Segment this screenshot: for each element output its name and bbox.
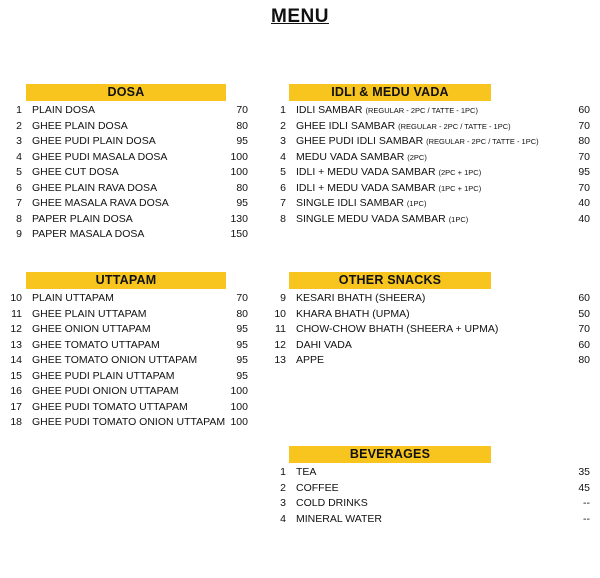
item-number: 7	[280, 197, 286, 209]
item-name-cell	[296, 150, 578, 166]
item-name: PLAIN DOSA	[32, 104, 96, 116]
item-note: (1PC)	[406, 199, 427, 208]
menu-item	[272, 150, 590, 166]
item-name-cell	[296, 119, 578, 135]
item-price: 70	[578, 323, 590, 335]
item-name-cell	[32, 227, 230, 243]
menu-item	[8, 150, 248, 166]
menu-item	[4, 400, 248, 416]
menu-item	[272, 119, 590, 135]
item-note: (REGULAR - 2PC / TATTE - 1PC)	[426, 137, 539, 146]
item-price: 100	[230, 166, 248, 178]
item-number: 3	[16, 135, 22, 147]
item-note: (1PC)	[448, 214, 469, 224]
item-price: 95	[236, 323, 248, 335]
item-number: 7	[16, 197, 22, 209]
item-name-cell	[296, 481, 578, 497]
item-price: 60	[578, 292, 590, 304]
item-number: 11	[275, 323, 286, 335]
item-number: 2	[280, 481, 286, 494]
dosa-list	[8, 103, 248, 243]
menu-item	[4, 307, 248, 323]
item-price: 100	[230, 400, 248, 413]
item-number: 3	[280, 135, 286, 147]
menu-item	[268, 322, 590, 338]
item-name-cell	[32, 212, 230, 228]
item-name: GHEE PLAIN DOSA	[32, 119, 128, 132]
item-name: GHEE PLAIN RAVA DOSA	[32, 181, 158, 194]
menu-item	[4, 369, 248, 385]
snacks-header: OTHER SNACKS	[289, 272, 491, 289]
item-number: 13	[274, 354, 286, 366]
item-name: GHEE PUDI TOMATO ONION UTTAPAM	[32, 416, 226, 428]
item-price: 95	[236, 135, 248, 147]
item-number: 10	[274, 307, 286, 320]
item-number: 8	[16, 212, 22, 225]
item-note: (2PC)	[407, 152, 427, 162]
item-price: 40	[578, 197, 590, 209]
idli-header: IDLI & MEDU VADA	[289, 84, 491, 101]
item-number: 1	[280, 104, 286, 116]
item-name: IDLI SAMBAR	[296, 104, 363, 116]
beverages-list	[272, 465, 590, 527]
item-name: GHEE TOMATO ONION UTTAPAM	[32, 354, 198, 366]
item-name-cell	[32, 338, 236, 354]
item-name-cell	[32, 415, 230, 431]
item-name: PAPER PLAIN DOSA	[32, 212, 133, 225]
menu-item	[8, 212, 248, 228]
item-price: 60	[578, 338, 590, 351]
item-price: 70	[236, 292, 248, 304]
item-name: KESARI BHATH (SHEERA)	[296, 292, 426, 304]
item-name-cell	[296, 338, 578, 354]
item-number: 11	[11, 307, 22, 320]
menu-item	[272, 181, 590, 197]
item-number: 12	[274, 338, 286, 351]
menu-item	[4, 338, 248, 354]
item-number: 2	[280, 119, 286, 132]
item-number: 2	[16, 119, 22, 132]
menu-item	[8, 134, 248, 150]
menu-item	[8, 165, 248, 181]
item-name: PAPER MASALA DOSA	[32, 228, 145, 240]
item-name: GHEE CUT DOSA	[32, 166, 119, 178]
item-number: 4	[16, 150, 22, 163]
item-name-cell	[32, 150, 230, 166]
item-name-cell	[32, 322, 236, 338]
item-price: 95	[236, 197, 248, 209]
menu-item	[4, 322, 248, 338]
menu-item	[272, 465, 590, 481]
menu-item	[8, 119, 248, 135]
item-price: 95	[236, 354, 248, 366]
beverages-section	[272, 446, 590, 527]
menu-item	[4, 384, 248, 400]
item-price: 80	[236, 307, 248, 320]
item-price: 80	[236, 181, 248, 194]
menu-item	[8, 196, 248, 212]
item-price: 100	[230, 416, 248, 428]
menu-item	[4, 291, 248, 307]
item-price: 95	[578, 166, 590, 178]
item-number: 9	[16, 228, 22, 240]
item-name: GHEE PUDI PLAIN UTTAPAM	[32, 369, 175, 382]
item-name: GHEE MASALA RAVA DOSA	[32, 197, 169, 209]
item-name-cell	[32, 400, 230, 416]
menu-item	[4, 415, 248, 431]
item-name: GHEE PUDI PLAIN DOSA	[32, 135, 156, 147]
item-price: 100	[230, 150, 248, 163]
item-price: 80	[578, 135, 590, 147]
item-number: 9	[280, 292, 286, 304]
item-name-cell	[296, 134, 578, 150]
snacks-list	[268, 291, 590, 369]
item-name: COFFEE	[296, 481, 339, 494]
uttapam-header: UTTAPAM	[26, 272, 226, 289]
item-price: 60	[578, 104, 590, 116]
item-name-cell	[296, 512, 583, 528]
item-name: DAHI VADA	[296, 338, 352, 351]
item-price: 130	[230, 212, 248, 225]
item-note: (REGULAR - 2PC / TATTE - 1PC)	[365, 106, 478, 115]
menu-item	[268, 291, 590, 307]
item-name-cell	[32, 181, 236, 197]
menu-item	[4, 353, 248, 369]
item-name: GHEE TOMATO UTTAPAM	[32, 338, 160, 351]
menu-item	[8, 181, 248, 197]
item-number: 5	[280, 166, 286, 178]
item-number: 17	[10, 400, 22, 413]
menu-item	[272, 212, 590, 228]
menu-item	[272, 512, 590, 528]
item-price: --	[583, 512, 590, 525]
idli-list	[272, 103, 590, 227]
item-name: GHEE IDLI SAMBAR	[296, 119, 396, 132]
item-name-cell	[32, 384, 230, 400]
item-name: COLD DRINKS	[296, 497, 368, 509]
snacks-section	[268, 272, 590, 369]
item-name-cell	[32, 369, 236, 385]
menu-title: MENU	[271, 6, 329, 27]
item-price: 100	[230, 385, 248, 397]
item-name: MINERAL WATER	[296, 512, 382, 525]
item-name: SINGLE IDLI SAMBAR	[296, 197, 404, 209]
item-name-cell	[296, 496, 583, 512]
menu-item	[272, 496, 590, 512]
item-name-cell	[296, 165, 578, 181]
item-price: 70	[578, 181, 590, 194]
item-number: 1	[16, 104, 22, 116]
item-number: 14	[10, 354, 22, 366]
item-name-cell	[32, 134, 236, 150]
item-note: (2PC + 1PC)	[438, 168, 482, 177]
menu-item	[268, 307, 590, 323]
item-price: 95	[236, 338, 248, 351]
item-name: GHEE PUDI TOMATO UTTAPAM	[32, 400, 188, 413]
item-number: 13	[10, 338, 22, 351]
item-name: IDLI + MEDU VADA SAMBAR	[296, 166, 436, 178]
item-name-cell	[296, 353, 578, 369]
item-number: 4	[280, 512, 286, 525]
item-price: 80	[236, 119, 248, 132]
item-name: PLAIN UTTAPAM	[32, 292, 114, 304]
item-name-cell	[32, 165, 230, 181]
item-name: GHEE PUDI ONION UTTAPAM	[32, 385, 179, 397]
item-number: 4	[280, 150, 286, 163]
item-number: 6	[16, 181, 22, 194]
menu-item	[272, 196, 590, 212]
menu-item	[268, 338, 590, 354]
item-price: 40	[578, 212, 590, 225]
item-price: --	[583, 497, 590, 509]
dosa-section	[8, 84, 248, 243]
item-number: 10	[10, 292, 22, 304]
menu-item	[8, 103, 248, 119]
item-name: MEDU VADA SAMBAR	[296, 150, 405, 163]
item-name-cell	[32, 196, 236, 212]
item-number: 3	[280, 497, 286, 509]
item-price: 45	[578, 481, 590, 494]
item-number: 6	[280, 181, 286, 194]
item-name: GHEE PUDI MASALA DOSA	[32, 150, 168, 163]
item-number: 12	[10, 323, 22, 335]
dosa-header: DOSA	[26, 84, 226, 101]
item-name-cell	[296, 322, 578, 338]
item-number: 5	[16, 166, 22, 178]
menu-item	[8, 227, 248, 243]
item-name-cell	[296, 212, 578, 228]
item-name: IDLI + MEDU VADA SAMBAR	[296, 181, 436, 194]
item-number: 1	[280, 466, 286, 478]
item-name-cell	[296, 307, 578, 323]
item-number: 15	[10, 369, 22, 382]
item-name-cell	[296, 465, 578, 481]
item-number: 18	[10, 416, 22, 428]
item-name-cell	[296, 103, 578, 119]
item-price: 150	[230, 228, 248, 240]
item-name-cell	[296, 196, 578, 212]
item-name: GHEE PUDI IDLI SAMBAR	[296, 135, 424, 147]
item-price: 80	[578, 354, 590, 366]
uttapam-section	[4, 272, 248, 431]
item-name: KHARA BHATH (UPMA)	[296, 307, 410, 320]
menu-item	[272, 165, 590, 181]
item-name: SINGLE MEDU VADA SAMBAR	[296, 212, 446, 225]
menu-item	[272, 481, 590, 497]
item-name-cell	[32, 291, 236, 307]
item-price: 50	[578, 307, 590, 320]
item-name: GHEE ONION UTTAPAM	[32, 323, 151, 335]
item-name-cell	[32, 353, 236, 369]
item-name: TEA	[296, 466, 317, 478]
item-price: 95	[236, 369, 248, 382]
item-name: APPE	[296, 354, 325, 366]
item-name-cell	[32, 307, 236, 323]
menu-item	[268, 353, 590, 369]
beverages-header: BEVERAGES	[289, 446, 491, 463]
menu-item	[272, 134, 590, 150]
item-name: CHOW-CHOW BHATH (SHEERA + UPMA)	[296, 323, 499, 335]
item-name-cell	[32, 103, 236, 119]
item-number: 16	[10, 385, 22, 397]
item-name: GHEE PLAIN UTTAPAM	[32, 307, 147, 320]
idli-section	[272, 84, 590, 227]
item-price: 70	[578, 150, 590, 163]
item-price: 70	[578, 119, 590, 132]
uttapam-list	[4, 291, 248, 431]
item-note: (1PC + 1PC)	[438, 183, 482, 193]
item-number: 8	[280, 212, 286, 225]
item-name-cell	[32, 119, 236, 135]
item-price: 35	[578, 466, 590, 478]
menu-item	[272, 103, 590, 119]
item-note: (REGULAR - 2PC / TATTE - 1PC)	[398, 121, 511, 131]
item-name-cell	[296, 181, 578, 197]
item-price: 70	[236, 104, 248, 116]
item-name-cell	[296, 291, 578, 307]
